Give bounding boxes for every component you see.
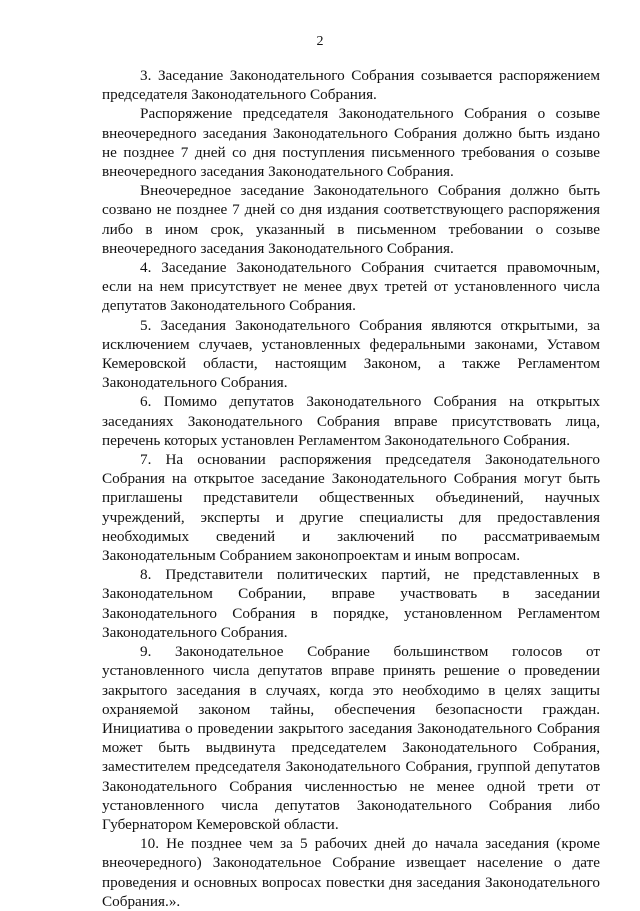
paragraph-5-open-sessions: 5. Заседания Законодательного Собрания являются открытыми, за исключением случаев, установленных федеральными законами, Уставом Кемеровской области, настоящим Законом, а также Регламентом Законодательного Собрания. [102, 316, 600, 392]
paragraph-4-quorum: 4. Заседание Законодательного Собрания считается правомочным, если на нем присутствует не менее двух третей от установленного числа депутатов Законодательного Собрания. [102, 259, 600, 315]
document-body [102, 66, 600, 911]
paragraph-extraordinary-session: Внеочередное заседание Законодательного Собрания должно быть созвано не позднее 7 дней со дня издания соответствующего распоряжения либо в ином срок, указанный в письменном требовании о созыве внеочередного заседания Законодательного Собрания. [102, 182, 600, 257]
paragraph-6-attendees: 6. Помимо депутатов Законодательного Собрания на открытых заседаниях Законодательного Собрания вправе присутствовать лица, перечень которых установлен Регламентом Законодательного Собрания. [102, 393, 600, 449]
paragraph-3-convening: 3. Заседание Законодательного Собрания созывается распоряжением председателя Законодательного Собрания. [102, 67, 600, 104]
paragraph-8-party-representatives: 8. Представители политических партий, не представленных в Законодательном Собрании, вправе участвовать в заседании Законодательного Собрания в порядке, установленном Регламентом Законодательного Собрания. [102, 566, 600, 641]
paragraph-10-public-notice: 10. Не позднее чем за 5 рабочих дней до начала заседания (кроме внеочередного) Законодательное Собрание извещает население о дате проведения и основных вопросах повестки дня заседания Законодательного Собрания.». [102, 835, 600, 910]
page-number: 2 [316, 34, 324, 49]
paragraph-9-closed-session: 9. Законодательное Собрание большинством голосов от установленного числа депутатов вправе принять решение о проведении закрытого заседания в случаях, когда это необходимо в целях защиты охраняемой законом тайны, обеспечения безопасности граждан. Инициатива о проведении закрытого заседания Законодательного Собрания может быть выдвинута председателем Законодательного Собрания, заместителем председателя Законодательного Собрания, группой депутатов Законодательного Собрания численностью не менее одной трети от установленного числа депутатов Законодательного Собрания либо Губернатором Кемеровской области. [102, 643, 600, 833]
paragraph-7-invitees: 7. На основании распоряжения председателя Законодательного Собрания на открытое заседание Законодательного Собрания могут быть приглашены представители общественных объединений, научных учреждений, эксперты и другие специалисты для предоставления необходимых сведений и заключений по рассматриваемым Законодательным Собранием законопроектам и иным вопросам. [102, 451, 600, 565]
paragraph-extraordinary-order: Распоряжение председателя Законодательного Собрания о созыве внеочередного заседания Законодательного Собрания должно быть издано не позднее 7 дней со дня поступления письменного требования о созыве внеочередного заседания Законодательного Собрания. [102, 105, 600, 181]
